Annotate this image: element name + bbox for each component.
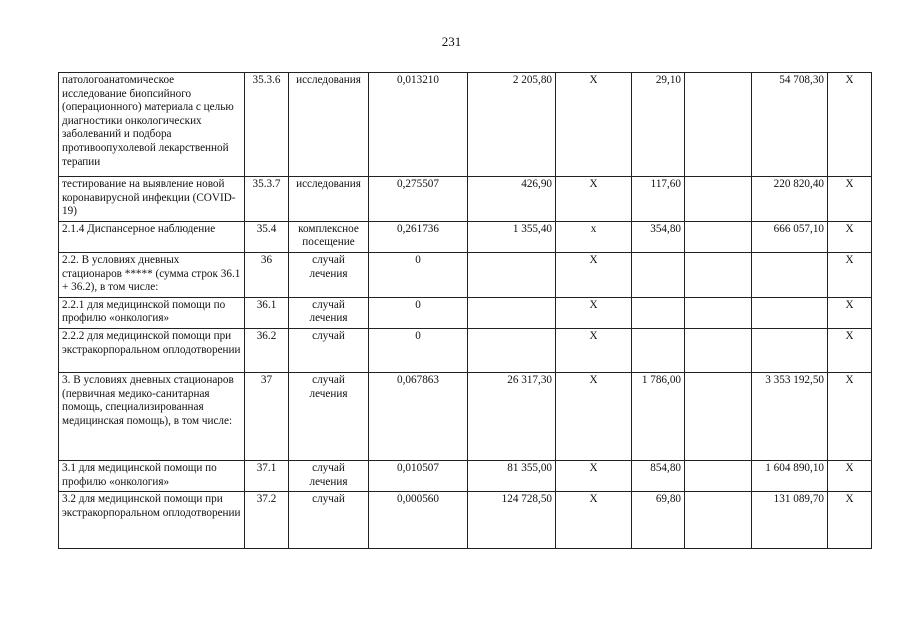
row-code: 36 xyxy=(245,252,289,297)
column-10-value: X xyxy=(828,221,872,252)
row-name: 2.2.1 для медицинской помощи по профилю «онкология» xyxy=(59,297,245,328)
column-6-value: X xyxy=(556,328,632,372)
column-8-value xyxy=(685,252,752,297)
column-6-value: х xyxy=(556,221,632,252)
column-7-value: 854,80 xyxy=(632,460,685,491)
table-row xyxy=(59,372,872,460)
column-10-value: X xyxy=(828,177,872,222)
column-8-value xyxy=(685,73,752,177)
table-body xyxy=(59,73,872,549)
column-7-value: 117,60 xyxy=(632,177,685,222)
norm-value: 0,261736 xyxy=(369,221,468,252)
table-row xyxy=(59,252,872,297)
financing-table xyxy=(58,72,872,549)
column-6-value: X xyxy=(556,252,632,297)
column-7-value xyxy=(632,297,685,328)
page-number: 231 xyxy=(441,34,462,49)
row-name: 2.2. В условиях дневных стационаров ***** (сумма строк 36.1 + 36.2), в том числе: xyxy=(59,252,245,297)
norm-value: 0 xyxy=(369,328,468,372)
unit-cost xyxy=(468,328,556,372)
column-10-value: X xyxy=(828,252,872,297)
row-name: 3.2 для медицинской помощи при экстракорпоральном оплодотворении xyxy=(59,492,245,549)
column-7-value xyxy=(632,252,685,297)
unit-cost xyxy=(468,297,556,328)
norm-value: 0,067863 xyxy=(369,372,468,460)
norm-value: 0,013210 xyxy=(369,73,468,177)
column-10-value: X xyxy=(828,492,872,549)
column-8-value xyxy=(685,328,752,372)
column-6-value: X xyxy=(556,297,632,328)
column-7-value xyxy=(632,328,685,372)
unit-cost xyxy=(468,252,556,297)
norm-value: 0 xyxy=(369,297,468,328)
column-10-value: X xyxy=(828,372,872,460)
row-code: 36.1 xyxy=(245,297,289,328)
column-9-value: 131 089,70 xyxy=(752,492,828,549)
column-10-value: X xyxy=(828,297,872,328)
unit-of-measure: случай xyxy=(289,492,369,549)
column-8-value xyxy=(685,221,752,252)
column-9-value: 220 820,40 xyxy=(752,177,828,222)
unit-cost: 426,90 xyxy=(468,177,556,222)
unit-cost: 1 355,40 xyxy=(468,221,556,252)
column-9-value: 666 057,10 xyxy=(752,221,828,252)
row-code: 36.2 xyxy=(245,328,289,372)
column-8-value xyxy=(685,177,752,222)
column-10-value: X xyxy=(828,73,872,177)
table-row xyxy=(59,297,872,328)
unit-cost: 81 355,00 xyxy=(468,460,556,491)
column-9-value: 3 353 192,50 xyxy=(752,372,828,460)
table-row xyxy=(59,221,872,252)
unit-of-measure: случай лечения xyxy=(289,252,369,297)
column-7-value: 29,10 xyxy=(632,73,685,177)
unit-cost: 2 205,80 xyxy=(468,73,556,177)
column-6-value: X xyxy=(556,372,632,460)
unit-cost: 26 317,30 xyxy=(468,372,556,460)
column-9-value: 54 708,30 xyxy=(752,73,828,177)
unit-of-measure: случай xyxy=(289,328,369,372)
table-row xyxy=(59,177,872,222)
column-6-value: X xyxy=(556,460,632,491)
column-9-value xyxy=(752,297,828,328)
column-8-value xyxy=(685,297,752,328)
column-8-value xyxy=(685,492,752,549)
table-row xyxy=(59,328,872,372)
norm-value: 0,275507 xyxy=(369,177,468,222)
table-row xyxy=(59,492,872,549)
row-code: 37.1 xyxy=(245,460,289,491)
column-9-value xyxy=(752,252,828,297)
norm-value: 0 xyxy=(369,252,468,297)
table-row xyxy=(59,73,872,177)
column-7-value: 354,80 xyxy=(632,221,685,252)
unit-cost: 124 728,50 xyxy=(468,492,556,549)
unit-of-measure: случай лечения xyxy=(289,460,369,491)
column-10-value: X xyxy=(828,328,872,372)
row-name: 3. В условиях дневных стационаров (первичная медико-санитарная помощь, специализированная медицинская помощь), в том числе: xyxy=(59,372,245,460)
row-code: 35.3.7 xyxy=(245,177,289,222)
column-9-value: 1 604 890,10 xyxy=(752,460,828,491)
row-code: 35.4 xyxy=(245,221,289,252)
column-7-value: 69,80 xyxy=(632,492,685,549)
row-code: 37 xyxy=(245,372,289,460)
row-name: 3.1 для медицинской помощи по профилю «онкология» xyxy=(59,460,245,491)
norm-value: 0,010507 xyxy=(369,460,468,491)
unit-of-measure: случай лечения xyxy=(289,297,369,328)
column-8-value xyxy=(685,372,752,460)
column-6-value: X xyxy=(556,492,632,549)
row-name: 2.1.4 Диспансерное наблюдение xyxy=(59,221,245,252)
row-name: патологоанатомическое исследование биопсийного (операционного) материала с целью диагностики онкологических заболеваний и подбора противоопухолевой лекарственной терапии xyxy=(59,73,245,177)
unit-of-measure: комплексное посещение xyxy=(289,221,369,252)
table-row xyxy=(59,460,872,491)
unit-of-measure: исследования xyxy=(289,73,369,177)
unit-of-measure: случай лечения xyxy=(289,372,369,460)
row-code: 35.3.6 xyxy=(245,73,289,177)
column-10-value: X xyxy=(828,460,872,491)
row-code: 37.2 xyxy=(245,492,289,549)
row-name: тестирование на выявление новой коронавирусной инфекции (COVID-19) xyxy=(59,177,245,222)
column-9-value xyxy=(752,328,828,372)
column-6-value: X xyxy=(556,177,632,222)
row-name: 2.2.2 для медицинской помощи при экстракорпоральном оплодотворении xyxy=(59,328,245,372)
column-7-value: 1 786,00 xyxy=(632,372,685,460)
norm-value: 0,000560 xyxy=(369,492,468,549)
unit-of-measure: исследования xyxy=(289,177,369,222)
column-6-value: X xyxy=(556,73,632,177)
column-8-value xyxy=(685,460,752,491)
